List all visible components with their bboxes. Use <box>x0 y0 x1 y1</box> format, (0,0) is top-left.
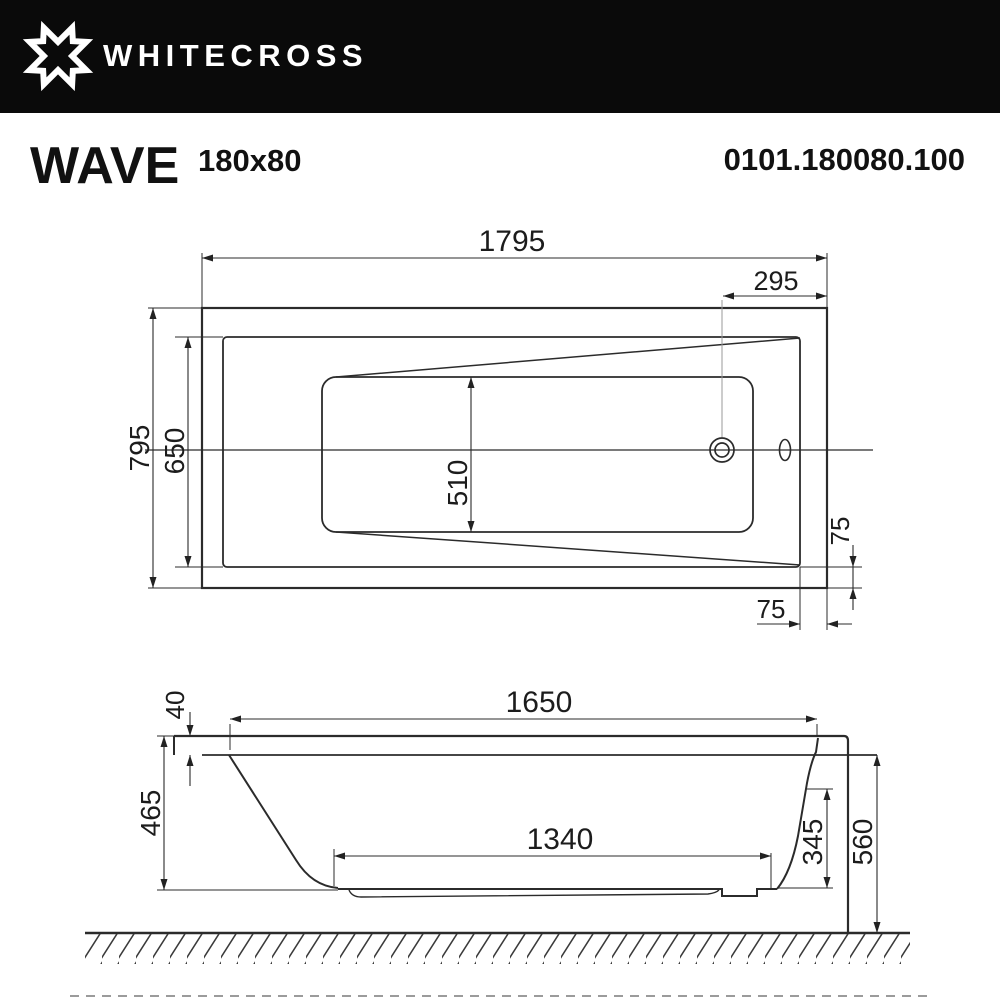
product-code: 0101.180080.100 <box>723 142 965 177</box>
dim-rim-thickness-label: 40 <box>160 690 190 720</box>
basin-slope-lines <box>336 338 800 565</box>
dim-rim-thickness <box>160 691 194 786</box>
dim-bottom-length <box>334 823 771 860</box>
plan-extension-lines <box>148 253 862 630</box>
model-name: WAVE <box>30 137 180 195</box>
dim-top-length <box>230 686 817 723</box>
dim-rim-offset-side-label: 75 <box>825 516 855 546</box>
side-extension-lines <box>157 724 833 890</box>
dim-left-height <box>135 736 168 890</box>
side-view <box>70 686 930 996</box>
dim-overall-length-label: 1795 <box>478 225 546 258</box>
dim-overall-height-label: 560 <box>847 818 878 866</box>
plan-view <box>124 225 873 630</box>
dim-overall-length <box>202 225 827 262</box>
brand-name: WHITECROSS <box>103 38 369 73</box>
dim-basin-width <box>442 377 475 532</box>
dim-overall-width-label: 795 <box>124 424 155 472</box>
side-left-wall <box>229 755 338 888</box>
dim-basin-width-label: 510 <box>442 459 473 507</box>
dim-top-length-label: 1650 <box>505 686 573 719</box>
side-base-panel <box>349 890 719 897</box>
dim-right-height <box>797 789 831 888</box>
dim-rim-offset-side <box>825 517 857 610</box>
dim-drain-offset-label: 295 <box>753 266 799 296</box>
dim-bottom-length-label: 1340 <box>526 823 594 856</box>
dim-overall-width <box>124 308 157 588</box>
dim-inner-width <box>159 337 192 567</box>
dim-rim-offset-end-label: 75 <box>756 594 786 624</box>
basin-outline <box>322 377 753 532</box>
dim-left-height-label: 465 <box>135 789 166 837</box>
side-right-wall <box>777 738 818 889</box>
dim-inner-width-label: 650 <box>159 427 190 475</box>
floor-hatch <box>85 934 910 964</box>
dim-rim-offset-end <box>757 594 852 628</box>
dim-drain-offset <box>723 266 827 300</box>
model-size: 180x80 <box>198 143 302 178</box>
dim-right-height-label: 345 <box>797 818 828 866</box>
side-rim-top-outline <box>174 736 848 933</box>
dim-overall-height <box>847 755 881 933</box>
